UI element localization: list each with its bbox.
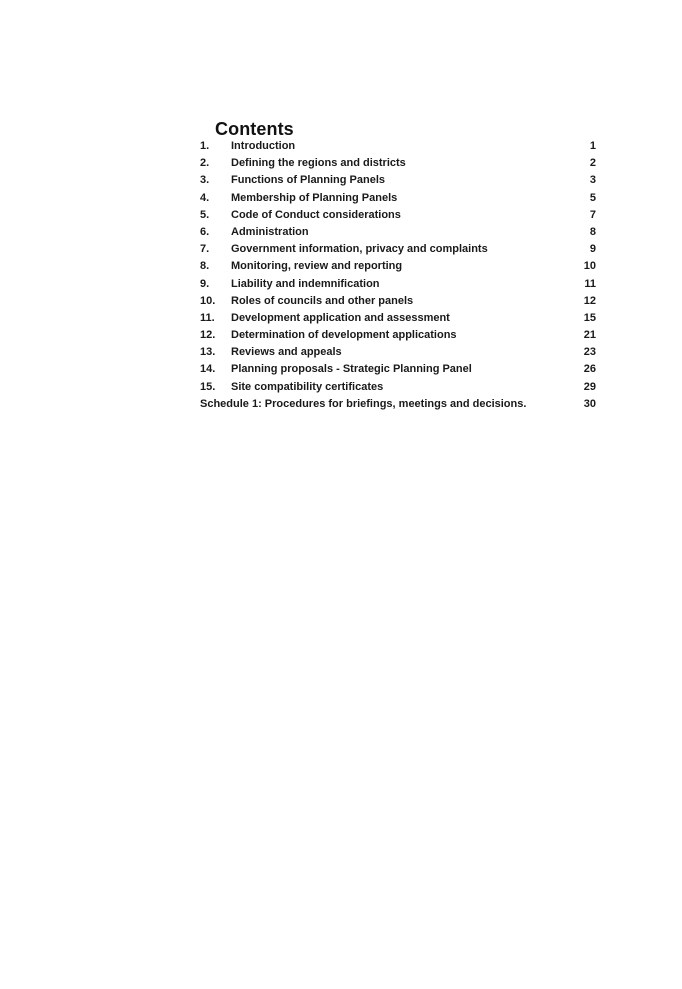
toc-entry-label: Government information, privacy and complaints (231, 243, 488, 256)
toc-entry[interactable] (200, 207, 596, 224)
toc-entry[interactable] (200, 310, 596, 327)
toc-entry[interactable] (200, 190, 596, 207)
toc-entry-page: 12 (583, 294, 596, 307)
toc-entry-page: 9 (589, 243, 596, 256)
toc-entry-page: 10 (583, 260, 596, 273)
toc-entry-label: Membership of Planning Panels (231, 191, 398, 204)
toc-entry[interactable] (200, 224, 596, 241)
toc-entry[interactable] (200, 344, 596, 361)
toc-entry-label: Reviews and appeals (231, 346, 342, 359)
toc-entry-number: 12. (200, 329, 216, 342)
toc-schedule-label: Schedule 1: Procedures for briefings, meetings and decisions. (200, 397, 527, 410)
toc-entry[interactable] (200, 276, 596, 293)
toc-entry-label: Monitoring, review and reporting (231, 260, 403, 273)
toc-entry-page: 26 (583, 363, 596, 376)
toc-entry[interactable] (200, 379, 596, 396)
toc-entry-label: Liability and indemnification (231, 277, 380, 290)
toc-entry-number: 3. (200, 174, 210, 187)
toc-entry-number: 6. (200, 225, 210, 238)
toc-entry-page: 2 (589, 157, 596, 170)
toc-entry-number: 11. (200, 311, 215, 324)
toc-entry-number: 8. (200, 260, 210, 273)
toc-entry-label: Site compatibility certificates (231, 380, 384, 393)
toc-entry-page: 1 (589, 140, 596, 152)
toc-schedule-entry[interactable] (200, 396, 596, 413)
toc-entry-number: 2. (200, 157, 210, 170)
toc-entry-page: 15 (583, 311, 596, 324)
toc-entry-number: 10. (200, 294, 216, 307)
toc-entry-page: 7 (589, 208, 596, 221)
toc-entry-page: 23 (583, 346, 596, 359)
toc-entry-number: 5. (200, 208, 210, 221)
toc-entry[interactable] (200, 258, 596, 275)
table-of-contents (200, 138, 596, 413)
toc-entry[interactable] (200, 155, 596, 172)
toc-entry[interactable] (200, 241, 596, 258)
toc-entry-label: Defining the regions and districts (231, 157, 406, 170)
toc-entry[interactable] (200, 361, 596, 378)
toc-entry[interactable] (200, 138, 596, 155)
toc-entry-page: 8 (589, 225, 596, 238)
toc-entry-page: 29 (583, 380, 596, 393)
toc-entry-page: 5 (589, 191, 596, 204)
toc-entry-label: Determination of development applications (231, 329, 457, 342)
toc-schedule-page: 30 (583, 397, 596, 410)
toc-entry-number: 13. (200, 346, 216, 359)
toc-entry-label: Introduction (231, 140, 296, 152)
toc-entry-number: 9. (200, 277, 210, 290)
toc-entry-label: Development application and assessment (231, 311, 450, 324)
toc-entry-page: 3 (589, 174, 596, 187)
toc-entry-number: 1. (200, 140, 210, 152)
contents-heading: Contents (215, 119, 294, 139)
toc-entry-label: Administration (231, 225, 309, 238)
toc-entry-number: 7. (200, 243, 210, 256)
toc-entry[interactable] (200, 172, 596, 189)
toc-entry-label: Planning proposals - Strategic Planning Panel (231, 363, 472, 376)
toc-entry-number: 15. (200, 380, 216, 393)
toc-entry[interactable] (200, 293, 596, 310)
toc-entry-page: 11 (584, 277, 596, 290)
toc-entry-number: 14. (200, 363, 216, 376)
toc-entry-page: 21 (583, 329, 596, 342)
toc-entry-label: Code of Conduct considerations (231, 208, 401, 221)
toc-entry-label: Functions of Planning Panels (231, 174, 386, 187)
toc-entry[interactable] (200, 327, 596, 344)
toc-entry-number: 4. (200, 191, 210, 204)
toc-entry-label: Roles of councils and other panels (231, 294, 414, 307)
